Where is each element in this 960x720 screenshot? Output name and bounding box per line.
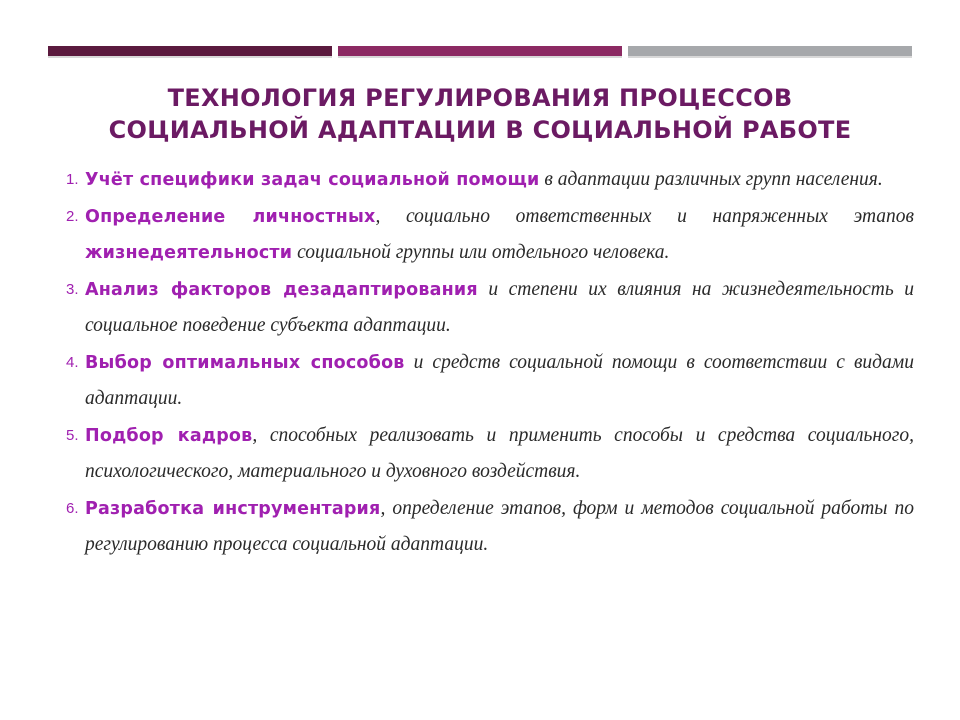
list-item-text: и степени их влияния на жизнедеятельность и социальное поведение субъекта адаптации. xyxy=(85,279,914,336)
slide-title-line-2: СОЦИАЛЬНОЙ АДАПТАЦИИ В СОЦИАЛЬНОЙ РАБОТЕ xyxy=(108,116,852,144)
list-item-highlight: Анализ факторов дезадаптирования xyxy=(85,280,478,300)
list-item-highlight-2: жизнедеятельности xyxy=(85,243,293,263)
list-item-number: 3. xyxy=(66,281,79,298)
list-item-number: 6. xyxy=(66,500,79,517)
list-item-highlight: Определение личностных xyxy=(85,207,376,227)
slide-title xyxy=(40,82,920,146)
list-item xyxy=(66,199,914,271)
list-item-highlight: Разработка инструментария xyxy=(85,499,381,519)
list-item xyxy=(66,272,914,344)
list-item-text: , способных реализовать и применить способы и средства социального, психологического, материального и духовного воздействия. xyxy=(85,425,914,482)
list-item-text-2: социальной группы или отдельного человека. xyxy=(292,242,670,263)
list-item-text: в адаптации различных групп населения. xyxy=(539,169,883,190)
list-item-highlight: Учёт специфики задач социальной помощи xyxy=(85,170,540,190)
list-item-text: , определение этапов, форм и методов социальной работы по регулированию процесса социальной адаптации. xyxy=(85,498,914,555)
list-item-highlight: Подбор кадров xyxy=(85,426,253,446)
list-item xyxy=(66,418,914,490)
list-item xyxy=(66,162,914,198)
list-item-number: 2. xyxy=(66,208,79,225)
list-item-text: , социально ответственных и напряженных этапов xyxy=(375,206,914,227)
slide-title-line-1: ТЕХНОЛОГИЯ РЕГУЛИРОВАНИЯ ПРОЦЕССОВ xyxy=(167,84,793,112)
decorative-top-bars xyxy=(48,46,912,58)
top-bar-magenta xyxy=(338,46,622,56)
list-item-highlight: Выбор оптимальных способов xyxy=(85,353,405,373)
numbered-list xyxy=(66,162,914,564)
list-item xyxy=(66,491,914,563)
list-item-number: 5. xyxy=(66,427,79,444)
list-item xyxy=(66,345,914,417)
list-item-text: и средств социальной помощи в соответствии с видами адаптации. xyxy=(85,352,914,409)
top-bar-gray xyxy=(628,46,912,56)
list-item-number: 4. xyxy=(66,354,79,371)
top-bar-dark-plum xyxy=(48,46,332,56)
list-item-number: 1. xyxy=(66,171,79,188)
